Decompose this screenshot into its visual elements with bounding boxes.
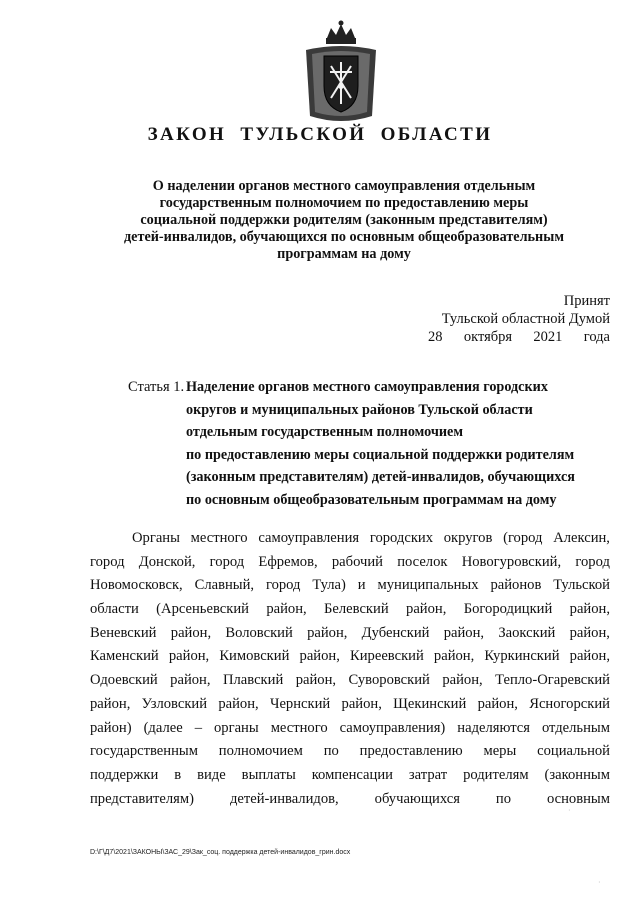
body-line (90, 574, 610, 598)
body-word: Донской, (138, 553, 196, 570)
body-word: Ясногорский (529, 695, 610, 712)
body-word: поддержки (90, 766, 159, 783)
body-word: район) (90, 719, 132, 736)
body-word: Киреевский (350, 648, 424, 665)
body-word: самоуправления (258, 530, 360, 546)
body-word: Куркинский (484, 648, 560, 665)
body-word: Богородицкий (463, 601, 553, 618)
body-word: район, (569, 601, 610, 618)
body-line (90, 598, 610, 622)
body-word: район, (218, 695, 259, 712)
scan-mark: · (568, 806, 571, 815)
body-word: отдельным (541, 719, 610, 736)
body-word: представителям) (90, 790, 194, 807)
body-word: Алексин, (553, 530, 610, 546)
body-word: район, (569, 624, 610, 641)
body-word: район, (477, 695, 518, 712)
scan-mark: · (598, 878, 601, 887)
body-line (90, 669, 610, 693)
body-line (90, 788, 610, 812)
body-word: самоуправления) (339, 719, 446, 736)
body-word: (законным (544, 766, 610, 783)
subject-line: государственным полномочием по предоставлению меры (159, 195, 529, 211)
date-month: октября (463, 329, 513, 345)
body-word: местного (270, 719, 328, 736)
body-word: Новомосковск, (90, 577, 183, 594)
subject-line: детей-инвалидов, обучающихся по основным общеобразовательным (124, 229, 564, 245)
body-word: Тепло-Огаревский (495, 672, 610, 689)
law-title: ЗАКОН ТУЛЬСКОЙ ОБЛАСТИ (147, 124, 493, 145)
body-word: район, (170, 624, 212, 641)
body-word: выплаты (241, 766, 296, 783)
article-title-line: Наделение органов местного самоуправления городских (186, 379, 548, 395)
coat-of-arms-icon (300, 20, 382, 130)
body-word: Плавский (222, 672, 284, 689)
subject-line: социальной поддержки родителям (законным представителям) (140, 212, 548, 228)
body-word: в (174, 766, 182, 783)
body-word: Белевский (324, 601, 389, 618)
body-line (90, 645, 610, 669)
body-word: район, (569, 648, 610, 665)
body-word: рабочий (331, 553, 383, 570)
body-word: государственным (90, 743, 198, 760)
article-label: Статья 1. (128, 379, 185, 395)
body-word: район, (295, 672, 337, 689)
body-word: Узловский (141, 695, 208, 712)
body-word: район, (406, 601, 447, 618)
body-word: город (265, 577, 301, 594)
body-word: район, (90, 695, 131, 712)
body-word: по (323, 743, 339, 760)
body-word: Суворовский (348, 672, 430, 689)
body-word: полномочием (218, 743, 303, 760)
body-word: области (90, 601, 139, 618)
body-word: район, (341, 695, 382, 712)
body-word: район, (307, 624, 348, 641)
body-word: Ефремов, (258, 553, 318, 570)
body-line (90, 527, 610, 551)
body-word: город (575, 553, 610, 570)
body-line (90, 717, 610, 741)
date-suffix: года (583, 329, 610, 345)
adopted-label: Принят (563, 293, 610, 309)
body-word: район, (433, 648, 475, 665)
subject-line: О наделении органов местного самоуправления отдельным (152, 178, 536, 194)
law-subject (100, 178, 588, 263)
body-word: районов (490, 577, 542, 594)
body-word: и (357, 577, 366, 594)
body-word: Одоевский (90, 672, 158, 689)
article-title-line: по основным общеобразовательным программам на дому (186, 491, 557, 508)
body-word: Новогуровский, (461, 553, 562, 570)
article-title-line: по предоставлению меры социальной поддержки родителям (186, 446, 575, 463)
body-word: – (194, 719, 202, 736)
body-word: виде (197, 766, 226, 783)
body-line (90, 740, 610, 764)
body-word: (Арсеньевский (156, 601, 249, 618)
article-body (90, 527, 610, 811)
body-word: Органы (132, 530, 180, 546)
subject-line: программам на дому (277, 246, 411, 262)
body-word: Дубенский (361, 624, 430, 641)
body-word: Заокский (498, 624, 556, 641)
article-title (186, 376, 616, 512)
body-word: наделяются (457, 719, 530, 736)
adopted-by: Тульской областной Думой (441, 311, 610, 327)
body-word: местного (190, 530, 248, 546)
body-word: город (90, 553, 125, 570)
body-word: район, (443, 624, 485, 641)
body-word: компенсации (311, 766, 393, 783)
body-word: район, (266, 601, 307, 618)
body-word: район, (170, 672, 211, 689)
body-word: Каменский (90, 648, 159, 665)
body-word: (город (503, 530, 543, 546)
body-word: муниципальных (377, 577, 479, 594)
body-word: предоставлению (359, 743, 463, 760)
body-word: район, (299, 648, 340, 665)
body-word: социальной (537, 743, 610, 760)
body-word: основным (546, 790, 610, 807)
body-word: район, (168, 648, 210, 665)
body-word: детей-инвалидов, (229, 790, 339, 807)
body-word: Воловский (225, 624, 293, 641)
article-title-line: округов и муниципальных районов Тульской области (186, 401, 533, 418)
body-line (90, 764, 610, 788)
article-title-line: отдельным государственным полномочием (186, 424, 463, 441)
body-word: округов (443, 530, 493, 546)
body-word: затрат (408, 766, 448, 783)
body-word: органы (214, 719, 259, 736)
adoption-block (420, 292, 610, 346)
adoption-date (420, 328, 610, 346)
body-word: родителям (463, 766, 529, 783)
body-word: город (209, 553, 245, 570)
body-word: меры (483, 743, 517, 760)
date-year: 2021 (533, 329, 563, 345)
body-word: Славный, (194, 577, 255, 594)
article-title-line: (законным представителям) детей-инвалидов, обучающихся (186, 469, 575, 486)
body-line (90, 693, 610, 717)
body-word: Щекинский (393, 695, 467, 712)
body-word: Тульской (553, 577, 610, 594)
body-word: (далее (143, 719, 183, 736)
date-day: 28 (428, 329, 443, 345)
body-word: Тула) (312, 577, 346, 594)
file-path-footer: D:\Г\Д7\2021\ЗАКОНЫ\ЗАС_29\Зак_соц. поддержка детей-инвалидов_грин.docx (90, 849, 351, 856)
body-word: поселок (397, 553, 448, 570)
body-word: район, (442, 672, 483, 689)
body-word: Кимовский (219, 648, 290, 665)
body-word: городских (369, 530, 434, 546)
body-line (90, 551, 610, 575)
body-word: Веневский (90, 624, 157, 641)
body-word: Чернский (269, 695, 331, 712)
body-word: по (495, 790, 512, 807)
body-line (90, 622, 610, 646)
body-word: обучающихся (374, 790, 460, 807)
